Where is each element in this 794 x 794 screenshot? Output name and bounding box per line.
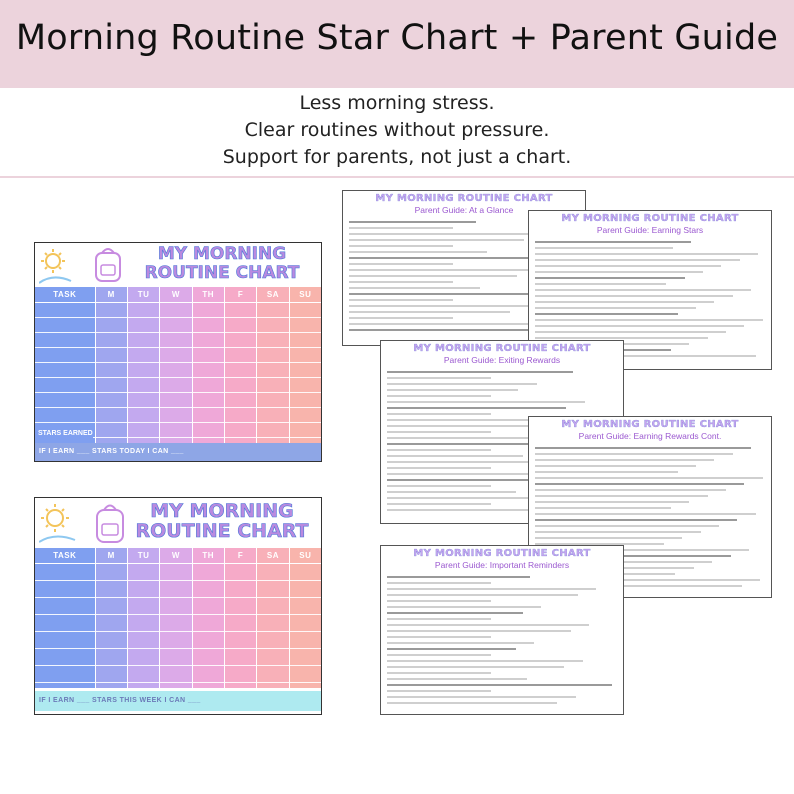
chart-cell [193, 581, 224, 598]
text-line [349, 281, 453, 283]
text-line [387, 395, 491, 397]
chart-footer: IF I EARN ___ STARS TODAY I CAN ___ [35, 443, 321, 461]
chart-cell [290, 393, 321, 408]
chart-cell [290, 632, 321, 649]
text-line [535, 501, 689, 503]
chart-cell [160, 649, 191, 666]
column-thursday [193, 287, 225, 443]
column-monday [96, 548, 128, 688]
text-line [535, 325, 744, 327]
text-line [387, 648, 516, 650]
text-line [387, 588, 596, 590]
text-line [535, 519, 737, 521]
chart-cell [160, 666, 191, 683]
text-line [387, 654, 491, 656]
chart-cell [225, 378, 256, 393]
chart-cell [193, 303, 224, 318]
chart-cell [290, 333, 321, 348]
guide-brand: MY MORNING ROUTINE CHART [561, 213, 739, 224]
sun-icon [39, 247, 87, 285]
text-line [349, 263, 453, 265]
text-line [387, 624, 589, 626]
chart-cell [160, 581, 191, 598]
chart-cell [193, 408, 224, 423]
text-line [349, 269, 535, 271]
column-header: F [225, 287, 256, 303]
chart-cell [225, 303, 256, 318]
column-header: SA [257, 287, 288, 303]
text-line [535, 531, 701, 533]
chart-cell [290, 408, 321, 423]
chart-cell [257, 303, 288, 318]
text-line [535, 453, 733, 455]
chart-cell [35, 666, 95, 683]
text-line [387, 503, 491, 505]
column-sunday [290, 287, 321, 443]
column-task [35, 548, 96, 688]
text-line [535, 525, 719, 527]
chart-cell [257, 393, 288, 408]
text-line [535, 483, 744, 485]
tagline-1: Less morning stress. [299, 92, 495, 114]
text-line [535, 489, 726, 491]
chart-cell [225, 333, 256, 348]
column-monday [96, 287, 128, 443]
chart-cell [257, 378, 288, 393]
chart-grid [35, 548, 321, 688]
text-line [535, 283, 666, 285]
text-line [349, 275, 517, 277]
header-banner [0, 0, 794, 88]
text-line [387, 383, 537, 385]
text-line [387, 618, 491, 620]
chart-cell [225, 632, 256, 649]
text-line [535, 313, 678, 315]
text-line [535, 447, 751, 449]
chart-cell [35, 632, 95, 649]
sun-icon [39, 502, 87, 544]
text-line [349, 221, 476, 223]
text-line [387, 582, 491, 584]
chart-cell [128, 393, 159, 408]
backpack-icon [91, 500, 131, 546]
chart-cell [160, 408, 191, 423]
chart-cell [193, 378, 224, 393]
chart-cell [225, 318, 256, 333]
text-line [535, 459, 714, 461]
guide-brand: MY MORNING ROUTINE CHART [561, 419, 739, 430]
column-header: F [225, 548, 256, 564]
chart-cell [225, 564, 256, 581]
text-line [387, 413, 491, 415]
chart-cell [128, 598, 159, 615]
chart-cell [257, 666, 288, 683]
chart-cell [96, 564, 127, 581]
text-line [387, 377, 491, 379]
chart-cell [193, 598, 224, 615]
chart-title-line1: MY MORNING [157, 244, 287, 264]
chart-cell [128, 363, 159, 378]
text-line [349, 311, 510, 313]
chart-cell [193, 348, 224, 363]
chart-cell [128, 581, 159, 598]
tagline-3: Support for parents, not just a chart. [222, 146, 572, 168]
chart-cell [193, 363, 224, 378]
chart-title-line2: ROUTINE CHART [144, 263, 300, 283]
text-line [349, 305, 528, 307]
text-line [387, 672, 491, 674]
text-line [535, 331, 726, 333]
text-line [535, 319, 763, 321]
chart-cell [128, 348, 159, 363]
routine-chart-daily [34, 242, 322, 462]
text-line [349, 299, 453, 301]
chart-cell [96, 615, 127, 632]
text-line [349, 233, 542, 235]
text-line [387, 467, 491, 469]
text-line [535, 465, 696, 467]
text-line [387, 401, 585, 403]
text-line [387, 455, 523, 457]
chart-cell [290, 564, 321, 581]
chart-cell [35, 363, 95, 378]
chart-header [35, 243, 321, 287]
text-line [387, 600, 491, 602]
chart-cell [160, 564, 191, 581]
text-line [387, 449, 491, 451]
text-line [535, 513, 756, 515]
chart-cell [128, 564, 159, 581]
chart-cell [128, 318, 159, 333]
text-line [535, 295, 733, 297]
chart-cell [290, 423, 321, 438]
text-line [535, 537, 682, 539]
product-title: Morning Routine Star Chart + Parent Guide [15, 18, 779, 58]
chart-cell [193, 632, 224, 649]
text-line [535, 477, 763, 479]
text-line [535, 259, 740, 261]
chart-cell [160, 632, 191, 649]
chart-cell [225, 393, 256, 408]
chart-cell [96, 581, 127, 598]
chart-cell [35, 393, 95, 408]
chart-title-line2: ROUTINE CHART [135, 520, 309, 542]
chart-cell [225, 666, 256, 683]
text-line [535, 265, 721, 267]
column-friday [225, 548, 257, 688]
column-header: W [160, 548, 191, 564]
column-header: TH [193, 548, 224, 564]
chart-cell [96, 666, 127, 683]
chart-cell [225, 598, 256, 615]
chart-cell [96, 378, 127, 393]
text-line [349, 317, 453, 319]
guide-brand: MY MORNING ROUTINE CHART [375, 193, 553, 204]
chart-cell [160, 423, 191, 438]
column-wednesday [160, 287, 192, 443]
column-header: M [96, 548, 127, 564]
column-header: TASK [35, 287, 95, 303]
column-header: TASK [35, 548, 95, 564]
chart-cell [290, 378, 321, 393]
chart-cell [35, 649, 95, 666]
chart-cell [225, 581, 256, 598]
chart-cell [128, 378, 159, 393]
text-line [387, 419, 530, 421]
chart-cell [225, 408, 256, 423]
backpack-icon [91, 245, 127, 285]
chart-cell [257, 363, 288, 378]
column-header: SU [290, 548, 321, 564]
chart-cell [290, 666, 321, 683]
chart-cell [257, 408, 288, 423]
chart-cell [257, 423, 288, 438]
text-line [387, 576, 530, 578]
chart-cell [128, 303, 159, 318]
text-line [387, 696, 576, 698]
chart-cell [290, 598, 321, 615]
text-line [349, 329, 558, 331]
column-saturday [257, 287, 289, 443]
text-line [387, 690, 491, 692]
chart-cell [225, 615, 256, 632]
chart-cell [35, 318, 95, 333]
chart-cell [128, 632, 159, 649]
text-line [535, 337, 708, 339]
chart-cell [35, 615, 95, 632]
chart-cell [193, 318, 224, 333]
chart-cell [257, 564, 288, 581]
chart-cell [96, 632, 127, 649]
chart-cell [160, 303, 191, 318]
guide-subtitle: Parent Guide: Earning Rewards Cont. [578, 431, 722, 441]
guide-brand: MY MORNING ROUTINE CHART [413, 548, 591, 559]
text-line [535, 495, 708, 497]
chart-cell [290, 649, 321, 666]
column-saturday [257, 548, 289, 688]
text-line [387, 594, 578, 596]
chart-cell [290, 363, 321, 378]
chart-cell [290, 318, 321, 333]
chart-cell [193, 649, 224, 666]
text-line [387, 491, 516, 493]
chart-header [35, 498, 321, 542]
column-task [35, 287, 96, 443]
chart-cell [160, 378, 191, 393]
text-line [535, 301, 714, 303]
text-line [387, 485, 491, 487]
text-line [535, 277, 685, 279]
text-line [535, 471, 678, 473]
chart-cell [128, 423, 159, 438]
chart-cell [193, 615, 224, 632]
chart-cell [35, 598, 95, 615]
chart-cell [96, 363, 127, 378]
guide-subtitle: Parent Guide: Earning Stars [596, 225, 704, 235]
chart-cell [290, 303, 321, 318]
chart-cell [225, 363, 256, 378]
column-header: TH [193, 287, 224, 303]
chart-cell [160, 615, 191, 632]
column-header: M [96, 287, 127, 303]
chart-cell [96, 318, 127, 333]
chart-cell [290, 581, 321, 598]
chart-title [127, 245, 317, 283]
text-line [535, 507, 671, 509]
chart-cell [225, 649, 256, 666]
column-header: TU [128, 548, 159, 564]
column-header: W [160, 287, 191, 303]
chart-cell [257, 598, 288, 615]
chart-cell [257, 348, 288, 363]
text-line [535, 241, 691, 243]
chart-cell [257, 632, 288, 649]
chart-title-line1: MY MORNING [150, 500, 294, 522]
column-tuesday [128, 287, 160, 443]
chart-cell [193, 564, 224, 581]
text-line [387, 612, 523, 614]
chart-cell [160, 333, 191, 348]
chart-cell [35, 333, 95, 348]
chart-cell [128, 408, 159, 423]
chart-cell [128, 333, 159, 348]
chart-cell [128, 666, 159, 683]
chart-cell [193, 393, 224, 408]
chart-cell [96, 598, 127, 615]
guide-subtitle: Parent Guide: Exiting Rewards [443, 355, 561, 365]
text-line [387, 389, 518, 391]
chart-cell [257, 333, 288, 348]
chart-cell [160, 363, 191, 378]
chart-cell [35, 348, 95, 363]
text-line [535, 307, 696, 309]
chart-grid [35, 287, 321, 443]
chart-cell [35, 408, 95, 423]
chart-cell [290, 348, 321, 363]
text-line [387, 684, 612, 686]
column-header: SU [290, 287, 321, 303]
chart-cell [225, 423, 256, 438]
chart-footer: IF I EARN ___ STARS THIS WEEK I CAN ___ [35, 691, 321, 711]
chart-cell [128, 615, 159, 632]
text-line [349, 227, 453, 229]
text-line [387, 666, 564, 668]
chart-cell [96, 348, 127, 363]
chart-cell [35, 581, 95, 598]
column-tuesday [128, 548, 160, 688]
text-line [387, 431, 491, 433]
chart-cell [193, 333, 224, 348]
chart-cell [96, 333, 127, 348]
text-line [387, 630, 571, 632]
chart-cell [257, 318, 288, 333]
chart-cell [160, 598, 191, 615]
chart-cell [290, 615, 321, 632]
guide-subtitle: Parent Guide: At a Glance [414, 205, 514, 215]
chart-title [127, 501, 317, 541]
chart-cell [225, 348, 256, 363]
column-wednesday [160, 548, 192, 688]
chart-cell [96, 408, 127, 423]
text-line [535, 271, 703, 273]
chart-cell [96, 303, 127, 318]
guide-subtitle: Parent Guide: Important Reminders [434, 560, 570, 570]
text-line [349, 287, 480, 289]
chart-cell [96, 393, 127, 408]
divider [0, 176, 794, 178]
stars-earned-label: STARS EARNED [35, 427, 93, 441]
text-line [387, 606, 541, 608]
text-line [387, 660, 583, 662]
column-thursday [193, 548, 225, 688]
column-sunday [290, 548, 321, 688]
text-line [349, 245, 453, 247]
guide-text-lines [387, 576, 617, 708]
text-line [387, 642, 534, 644]
chart-cell [193, 666, 224, 683]
text-line [387, 636, 491, 638]
chart-cell [160, 348, 191, 363]
chart-cell [96, 423, 127, 438]
chart-cell [193, 423, 224, 438]
chart-cell [257, 581, 288, 598]
chart-cell [160, 318, 191, 333]
text-line [387, 678, 527, 680]
text-line [535, 253, 758, 255]
column-friday [225, 287, 257, 443]
text-line [535, 289, 751, 291]
text-line [387, 371, 573, 373]
text-line [387, 407, 566, 409]
text-line [349, 251, 487, 253]
column-header: TU [128, 287, 159, 303]
text-line [387, 702, 557, 704]
guide-brand: MY MORNING ROUTINE CHART [413, 343, 591, 354]
text-line [349, 239, 524, 241]
chart-cell [257, 615, 288, 632]
tagline-2: Clear routines without pressure. [244, 119, 550, 141]
routine-chart-weekly [34, 497, 322, 715]
guide-page-important-reminders [380, 545, 624, 715]
chart-cell [35, 564, 95, 581]
chart-cell [257, 649, 288, 666]
text-line [535, 247, 673, 249]
chart-cell [35, 378, 95, 393]
chart-cell [35, 303, 95, 318]
chart-cell [96, 649, 127, 666]
chart-cell [128, 649, 159, 666]
chart-cell [160, 393, 191, 408]
column-header: SA [257, 548, 288, 564]
